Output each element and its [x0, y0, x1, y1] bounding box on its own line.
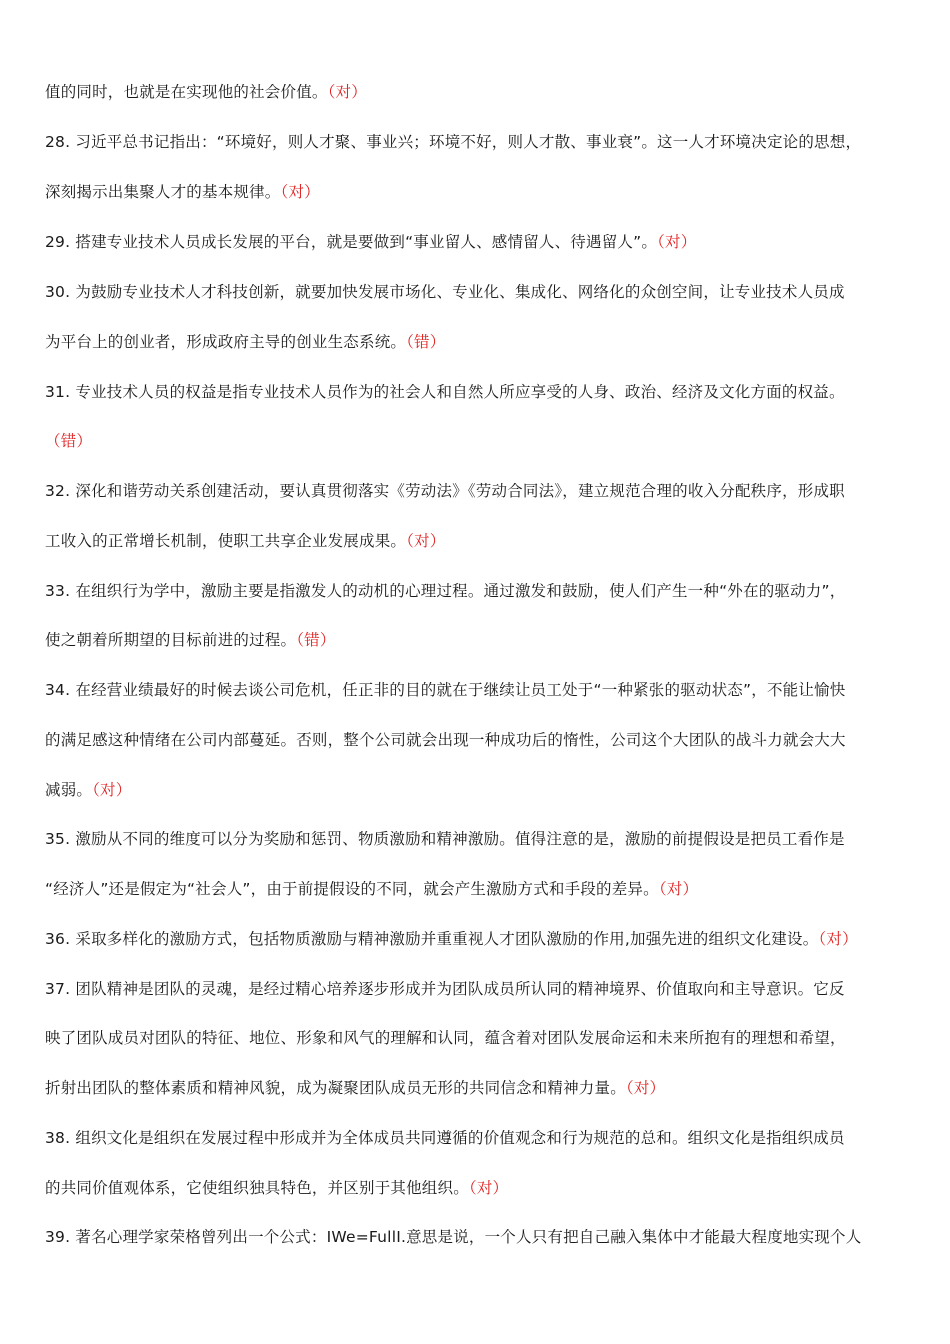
line-text: 映了团队成员对团队的特征、地位、形象和风气的理解和认同，蕴含着对团队发展命运和未来所抱有的理想和希望，	[45, 1029, 846, 1047]
text-line	[45, 979, 908, 999]
text-line	[45, 531, 908, 551]
text-line	[45, 332, 908, 352]
text-line	[45, 1028, 908, 1048]
line-text: 38. 组织文化是组织在发展过程中形成并为全体成员共同遵循的价值观念和行为规范的总和。组织文化是指组织成员	[45, 1129, 845, 1147]
line-text: 37. 团队精神是团队的灵魂，是经过精心培养逐步形成并为团队成员所认同的精神境界、价值取向和主导意识。它反	[45, 980, 845, 998]
text-line	[45, 1178, 908, 1198]
text-line	[45, 730, 908, 750]
answer-mark: （对）	[657, 233, 697, 251]
answer-mark: （对）	[658, 880, 699, 898]
text-line	[45, 282, 908, 302]
answer-mark: （对）	[280, 183, 320, 201]
line-text: 工收入的正常增长机制，使职工共享企业发展成果。	[45, 532, 407, 550]
text-line	[45, 182, 908, 202]
line-text: 33. 在组织行为学中，激励主要是指激发人的动机的心理过程。通过激发和鼓励，使人们产生一种“外在的驱动力”，	[45, 582, 846, 600]
text-line	[45, 1227, 908, 1247]
line-text: 为平台上的创业者，形成政府主导的创业生态系统。	[45, 333, 407, 351]
text-line	[45, 232, 908, 252]
line-text: 34. 在经营业绩最好的时候去谈公司危机，任正非的目的就在于继续让员工处于“一种紧张的驱动状态”，不能让愉快	[45, 681, 846, 699]
text-line	[45, 1128, 908, 1148]
text-line	[45, 382, 908, 402]
line-text: 29. 搭建专业技术人员成长发展的平台，就是要做到“事业留人、感情留人、待遇留人”。	[45, 233, 658, 251]
text-line	[45, 929, 908, 949]
line-text: 32. 深化和谐劳动关系创建活动，要认真贯彻落实《劳动法》《劳动合同法》，建立规范合理的收入分配秩序，形成职	[45, 482, 845, 500]
text-line	[45, 82, 908, 102]
text-line	[45, 829, 908, 849]
text-line	[45, 630, 908, 650]
answer-mark: （对）	[92, 781, 132, 799]
answer-mark: （对）	[327, 83, 367, 101]
text-line	[45, 680, 908, 700]
line-text: 28. 习近平总书记指出：“环境好，则人才聚、事业兴；环境不好，则人才散、事业衰”。这一人才环境决定论的思想，	[45, 133, 862, 151]
answer-mark: （对）	[818, 930, 858, 948]
answer-mark: （错）	[45, 432, 93, 450]
text-line	[45, 481, 908, 501]
answer-mark: （错）	[296, 631, 336, 649]
answer-mark: （对）	[468, 1179, 509, 1197]
text-line	[45, 132, 908, 152]
line-text: 39. 著名心理学家荣格曾列出一个公式：IWe=FullI.意思是说，一个人只有把自己融入集体中才能最大程度地实现个人	[45, 1228, 862, 1246]
line-text: 值的同时，也就是在实现他的社会价值。	[45, 83, 328, 101]
line-text: 深刻揭示出集聚人才的基本规律。	[45, 183, 281, 201]
line-text: 的满足感这种情绪在公司内部蔓延。否则，整个公司就会出现一种成功后的惰性，公司这个大团队的战斗力就会大大	[45, 731, 846, 749]
line-text: 31. 专业技术人员的权益是指专业技术人员作为的社会人和自然人所应享受的人身、政治、经济及文化方面的权益。	[45, 383, 845, 401]
text-line	[45, 581, 908, 601]
line-text: 30. 为鼓励专业技术人才科技创新，就要加快发展市场化、专业化、集成化、网络化的众创空间，让专业技术人员成	[45, 283, 845, 301]
text-line	[45, 780, 908, 800]
line-text: 36. 采取多样化的激励方式，包括物质激励与精神激励并重重视人才团队激励的作用,加强先进的组织文化建设。	[45, 930, 819, 948]
line-text: “经济人”还是假定为“社会人”，由于前提假设的不同，就会产生激励方式和手段的差异。	[45, 880, 659, 898]
line-text: 减弱。	[45, 781, 93, 799]
line-text: 的共同价值观体系，它使组织独具特色，并区别于其他组织。	[45, 1179, 469, 1197]
line-text: 35. 激励从不同的维度可以分为奖励和惩罚、物质激励和精神激励。值得注意的是，激励的前提假设是把员工看作是	[45, 830, 845, 848]
answer-mark: （对）	[625, 1079, 666, 1097]
answer-mark: （对）	[406, 532, 446, 550]
line-text: 折射出团队的整体素质和精神风貌，成为凝聚团队成员无形的共同信念和精神力量。	[45, 1079, 626, 1097]
answer-mark: （错）	[406, 333, 446, 351]
line-text: 使之朝着所期望的目标前进的过程。	[45, 631, 297, 649]
text-line	[45, 431, 908, 451]
text-line	[45, 1078, 908, 1098]
text-line	[45, 879, 908, 899]
